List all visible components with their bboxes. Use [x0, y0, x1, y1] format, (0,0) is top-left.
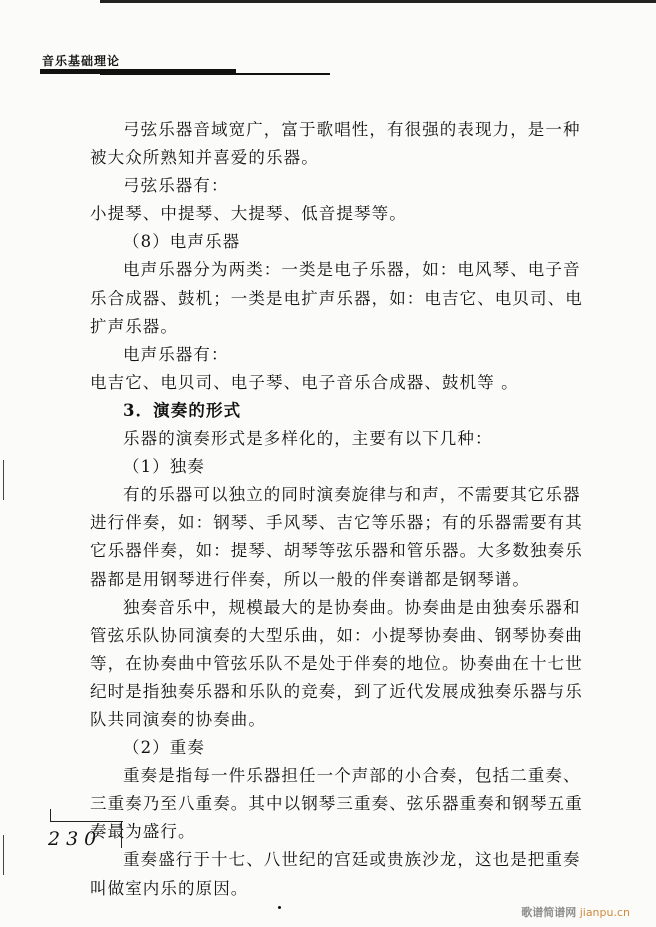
body-text — [90, 116, 610, 903]
running-title: 音乐基础理论 — [42, 54, 121, 68]
text-line: 弓弦乐器音域宽广，富于歌唱性，有很强的表现力，是一种 — [123, 120, 581, 139]
text-line: 乐器的演奏形式是多样化的，主要有以下几种： — [123, 429, 493, 449]
scan-speck — [278, 906, 281, 909]
watermark-site-name: 歌谱简谱网 — [521, 906, 577, 919]
page-corner-mark — [121, 821, 122, 848]
scan-edge-mark — [3, 835, 4, 875]
text-line: 扩声乐器。 — [90, 316, 178, 336]
text-line: 独奏音乐中，规模最大的是协奏曲。协奏曲是由独奏乐器和 — [123, 597, 581, 617]
text-line: 叫做室内乐的原因。 — [90, 878, 249, 898]
watermark — [521, 904, 630, 920]
text-line: （8）电声乐器 — [123, 232, 241, 252]
text-line: 重奏是指每一件乐器担任一个声部的小合奏，包括二重奏、 — [123, 766, 581, 786]
text-line: 乐合成器、鼓机；一类是电扩声乐器，如：电吉它、电贝司、电 — [90, 288, 583, 308]
text-line: 被大众所熟知并喜爱的乐器。 — [90, 148, 319, 168]
text-line: 纪时是指独奏乐器和乐队的竞奏，到了近代发展成独奏乐器与乐 — [90, 681, 583, 701]
text-line: 三重奏乃至八重奏。其中以钢琴三重奏、弦乐器重奏和钢琴五重 — [90, 794, 583, 814]
text-line: 进行伴奏，如：钢琴、手风琴、吉它等乐器；有的乐器需要有其 — [90, 513, 583, 533]
page-corner-mark — [50, 809, 123, 822]
text-line: 它乐器伴奏，如：提琴、胡琴等弦乐器和管乐器。大多数独奏乐 — [90, 541, 583, 561]
page-number: 230 — [48, 828, 103, 850]
text-line: 重奏盛行于十七、八世纪的宫廷或贵族沙龙，这也是把重奏 — [123, 850, 581, 870]
text-line: （1）独奏 — [123, 457, 205, 477]
text-line: 电声乐器分为两类：一类是电子乐器，如：电风琴、电子音 — [123, 260, 581, 280]
text-line: 弓弦乐器有： — [123, 176, 229, 196]
text-line: 器都是用钢琴进行伴奏，所以一般的伴奏谱都是钢琴谱。 — [90, 569, 530, 589]
section-heading: 3．演奏的形式 — [123, 400, 242, 420]
watermark-domain: jianpu.cn — [579, 906, 630, 919]
text-line: 奏最为盛行。 — [90, 822, 196, 842]
text-line: 有的乐器可以独立的同时演奏旋律与和声，不需要其它乐器 — [123, 485, 581, 505]
header-rule-thin — [100, 73, 330, 75]
text-line: 等，在协奏曲中管弦乐队不是处于伴奏的地位。协奏曲在十七世 — [90, 653, 583, 673]
text-line: 队共同演奏的协奏曲。 — [90, 709, 266, 729]
text-line: 管弦乐队协同演奏的大型乐曲，如：小提琴协奏曲、钢琴协奏曲 — [90, 625, 583, 645]
top-edge-line — [100, 0, 656, 3]
scan-edge-mark — [3, 460, 4, 500]
text-line: 小提琴、中提琴、大提琴、低音提琴等。 — [90, 204, 407, 224]
text-line: （2）重奏 — [123, 738, 205, 758]
text-line: 电吉它、电贝司、电子琴、电子音乐合成器、鼓机等 。 — [90, 372, 519, 392]
text-line: 电声乐器有： — [123, 344, 229, 364]
